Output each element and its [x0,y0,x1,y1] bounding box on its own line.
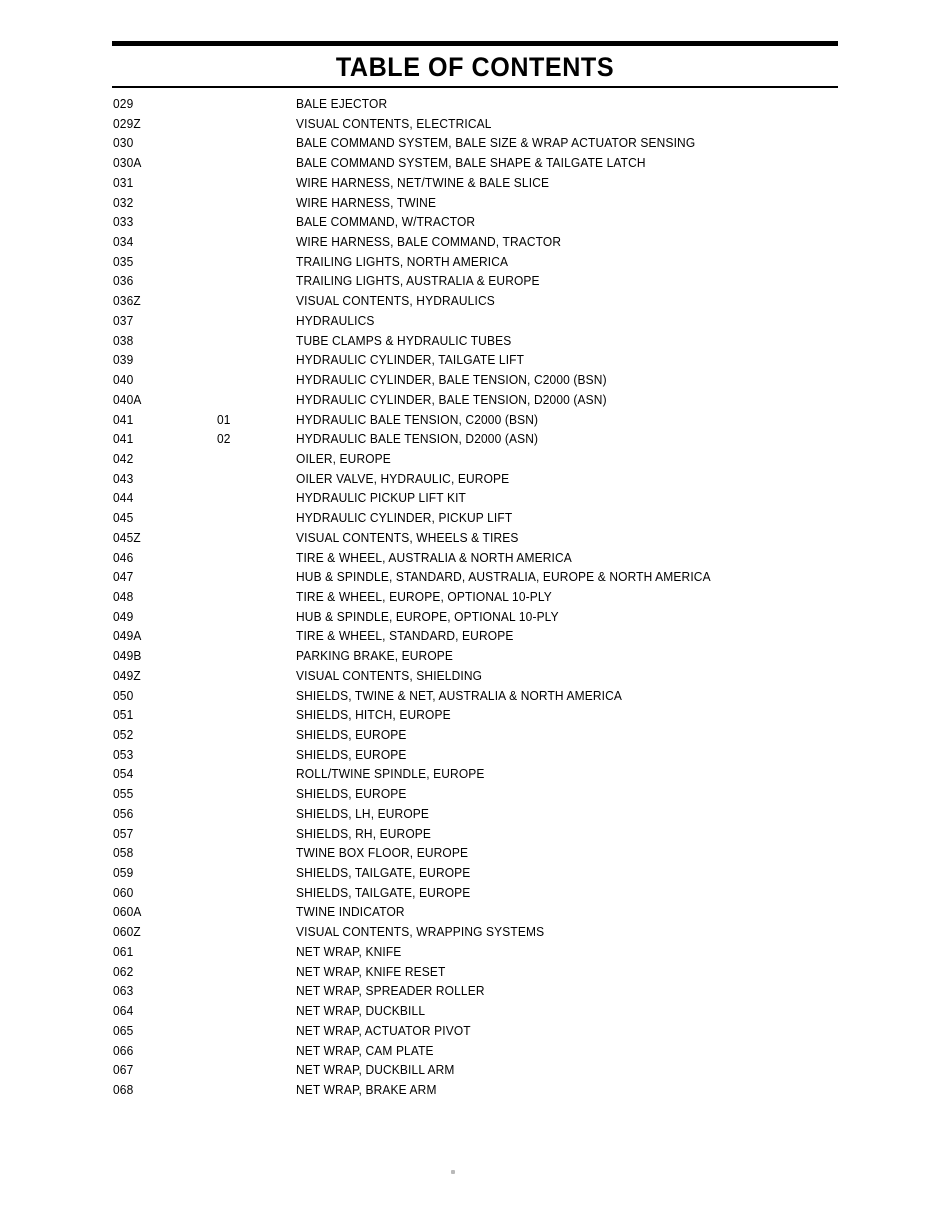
entry-description: HYDRAULIC CYLINDER, BALE TENSION, C2000 (BSN) [296,373,607,388]
entry-page-number: 049 [113,609,134,624]
entry-description: NET WRAP, DUCKBILL [296,1004,426,1019]
entry-description: BALE EJECTOR [296,97,388,111]
table-row[interactable] [0,450,935,470]
entry-page-number: 066 [113,1043,134,1058]
table-row[interactable] [0,864,935,884]
entry-description: VISUAL CONTENTS, HYDRAULICS [296,294,495,309]
entry-description: HYDRAULIC PICKUP LIFT KIT [296,491,466,506]
entry-page-number: 045Z [113,530,141,545]
entry-page-number: 029Z [113,116,141,131]
page-title: TABLE OF CONTENTS [335,52,615,82]
entry-description: NET WRAP, CAM PLATE [296,1043,434,1058]
table-row[interactable] [0,1042,935,1062]
entry-description: TIRE & WHEEL, AUSTRALIA & NORTH AMERICA [296,550,572,565]
entry-page-number: 034 [113,235,134,250]
entry-description: HYDRAULIC BALE TENSION, C2000 (BSN) [296,412,539,427]
entry-page-number: 035 [113,254,134,269]
entry-sub-number: 01 [217,412,231,427]
entry-page-number: 067 [113,1063,134,1078]
entry-description: VISUAL CONTENTS, ELECTRICAL [296,116,492,131]
table-row[interactable] [0,371,935,391]
entry-description: HYDRAULIC CYLINDER, PICKUP LIFT [296,511,513,526]
entry-page-number: 054 [113,767,134,782]
table-row[interactable] [0,588,935,608]
table-row[interactable] [0,785,935,805]
entry-description: TWINE BOX FLOOR, EUROPE [296,846,469,861]
entry-page-number: 062 [113,964,134,979]
table-row[interactable] [0,746,935,766]
entry-description: SHIELDS, HITCH, EUROPE [296,708,451,723]
entry-description: BALE COMMAND SYSTEM, BALE SHAPE & TAILGATE LATCH [296,156,646,171]
table-of-contents-list [0,95,935,1101]
entry-description: TWINE INDICATOR [296,905,405,920]
entry-sub-number: 02 [217,432,231,447]
entry-description: HYDRAULIC BALE TENSION, D2000 (ASN) [296,432,539,447]
scan-artifact-speck [451,1170,455,1174]
entry-description: TUBE CLAMPS & HYDRAULIC TUBES [296,333,512,348]
table-row[interactable] [0,391,935,411]
entry-page-number: 041 [113,432,134,447]
table-row[interactable] [0,312,935,332]
table-row[interactable] [0,1081,935,1101]
entry-description: PARKING BRAKE, EUROPE [296,649,454,664]
table-row[interactable] [0,194,935,214]
entry-page-number: 049Z [113,668,141,683]
header-bottom-rule [112,86,838,88]
entry-description: TRAILING LIGHTS, AUSTRALIA & EUROPE [296,274,540,289]
entry-page-number: 050 [113,688,134,703]
table-row[interactable] [0,430,935,450]
entry-page-number: 039 [113,353,134,368]
entry-page-number: 033 [113,215,134,230]
entry-page-number: 065 [113,1023,134,1038]
entry-page-number: 064 [113,1004,134,1019]
entry-page-number: 037 [113,313,134,328]
table-row[interactable] [0,292,935,312]
entry-page-number: 042 [113,451,134,466]
entry-page-number: 060Z [113,925,141,940]
table-row[interactable] [0,706,935,726]
entry-page-number: 047 [113,570,134,585]
entry-page-number: 058 [113,846,134,861]
table-row[interactable] [0,213,935,233]
table-row[interactable] [0,411,935,431]
entry-description: SHIELDS, EUROPE [296,787,407,802]
entry-description: OILER, EUROPE [296,451,391,466]
entry-description: NET WRAP, ACTUATOR PIVOT [296,1023,471,1038]
entry-page-number: 044 [113,491,134,506]
entry-page-number: 055 [113,787,134,802]
entry-description: HUB & SPINDLE, EUROPE, OPTIONAL 10-PLY [296,609,559,624]
entry-description: ROLL/TWINE SPINDLE, EUROPE [296,767,485,782]
entry-description: HYDRAULICS [296,313,375,328]
entry-page-number: 041 [113,412,134,427]
table-row[interactable] [0,1061,935,1081]
table-row[interactable] [0,805,935,825]
table-row[interactable] [0,509,935,529]
entry-description: NET WRAP, BRAKE ARM [296,1082,437,1097]
entry-page-number: 059 [113,866,134,881]
entry-description: WIRE HARNESS, BALE COMMAND, TRACTOR [296,235,562,250]
table-row[interactable] [0,687,935,707]
entry-page-number: 043 [113,471,134,486]
table-row[interactable] [0,568,935,588]
table-row[interactable] [0,667,935,687]
entry-page-number: 036Z [113,294,141,309]
entry-page-number: 046 [113,550,134,565]
entry-page-number: 036 [113,274,134,289]
entry-description: SHIELDS, RH, EUROPE [296,826,432,841]
entry-description: NET WRAP, DUCKBILL ARM [296,1063,455,1078]
entry-description: SHIELDS, LH, EUROPE [296,806,430,821]
entry-page-number: 068 [113,1082,134,1097]
entry-page-number: 040 [113,373,134,388]
table-row[interactable] [0,647,935,667]
table-row[interactable] [0,1002,935,1022]
table-row[interactable] [0,844,935,864]
entry-description: WIRE HARNESS, TWINE [296,195,437,210]
entry-description: VISUAL CONTENTS, WRAPPING SYSTEMS [296,925,545,940]
entry-page-number: 049A [113,629,142,644]
entry-description: TIRE & WHEEL, EUROPE, OPTIONAL 10-PLY [296,589,552,604]
entry-description: NET WRAP, SPREADER ROLLER [296,984,485,999]
entry-description: TRAILING LIGHTS, NORTH AMERICA [296,254,509,269]
table-row[interactable] [0,332,935,352]
entry-page-number: 060A [113,905,142,920]
table-row[interactable] [0,272,935,292]
entry-description: BALE COMMAND SYSTEM, BALE SIZE & WRAP ACTUATOR SENSING [296,136,696,151]
entry-page-number: 040A [113,392,142,407]
table-row[interactable] [0,351,935,371]
table-row[interactable] [0,825,935,845]
table-row[interactable] [0,726,935,746]
entry-description: HUB & SPINDLE, STANDARD, AUSTRALIA, EUROPE & NORTH AMERICA [296,570,711,585]
entry-description: VISUAL CONTENTS, SHIELDING [296,668,483,683]
table-row[interactable] [0,95,935,115]
entry-page-number: 030 [113,136,134,151]
entry-description: SHIELDS, EUROPE [296,747,407,762]
entry-description: SHIELDS, EUROPE [296,728,407,742]
entry-page-number: 032 [113,195,134,210]
entry-page-number: 063 [113,984,134,999]
table-row[interactable] [0,884,935,904]
entry-description: VISUAL CONTENTS, WHEELS & TIRES [296,530,519,545]
table-row[interactable] [0,470,935,490]
entry-description: NET WRAP, KNIFE [296,944,402,959]
entry-description: OILER VALVE, HYDRAULIC, EUROPE [296,471,510,486]
table-row[interactable] [0,1022,935,1042]
table-row[interactable] [0,903,935,923]
table-row[interactable] [0,233,935,253]
table-row[interactable] [0,115,935,135]
entry-description: TIRE & WHEEL, STANDARD, EUROPE [296,629,514,644]
table-row[interactable] [0,608,935,628]
entry-page-number: 053 [113,747,134,762]
table-row[interactable] [0,549,935,569]
table-row[interactable] [0,489,935,509]
table-row[interactable] [0,134,935,154]
table-row[interactable] [0,174,935,194]
entry-description: SHIELDS, TWINE & NET, AUSTRALIA & NORTH AMERICA [296,688,623,703]
entry-description: NET WRAP, KNIFE RESET [296,964,446,979]
entry-description: SHIELDS, TAILGATE, EUROPE [296,866,471,881]
entry-page-number: 030A [113,156,142,171]
table-row[interactable] [0,154,935,174]
entry-description: HYDRAULIC CYLINDER, TAILGATE LIFT [296,353,525,368]
entry-page-number: 045 [113,511,134,526]
entry-page-number: 038 [113,333,134,348]
entry-page-number: 060 [113,885,134,900]
table-row[interactable] [0,923,935,943]
table-row[interactable] [0,253,935,273]
table-row[interactable] [0,765,935,785]
entry-page-number: 048 [113,589,134,604]
entry-page-number: 052 [113,728,134,742]
table-row[interactable] [0,627,935,647]
entry-page-number: 057 [113,826,134,841]
table-row[interactable] [0,943,935,963]
entry-page-number: 056 [113,806,134,821]
entry-page-number: 051 [113,708,134,723]
header-top-rule [112,41,838,46]
entry-description: WIRE HARNESS, NET/TWINE & BALE SLICE [296,175,550,190]
table-row[interactable] [0,963,935,983]
entry-description: BALE COMMAND, W/TRACTOR [296,215,476,230]
entry-description: HYDRAULIC CYLINDER, BALE TENSION, D2000 (ASN) [296,392,607,407]
table-row[interactable] [0,982,935,1002]
entry-page-number: 049B [113,649,142,664]
entry-page-number: 061 [113,944,134,959]
entry-page-number: 029 [113,97,134,111]
entry-description: SHIELDS, TAILGATE, EUROPE [296,885,471,900]
entry-page-number: 031 [113,175,134,190]
table-row[interactable] [0,529,935,549]
